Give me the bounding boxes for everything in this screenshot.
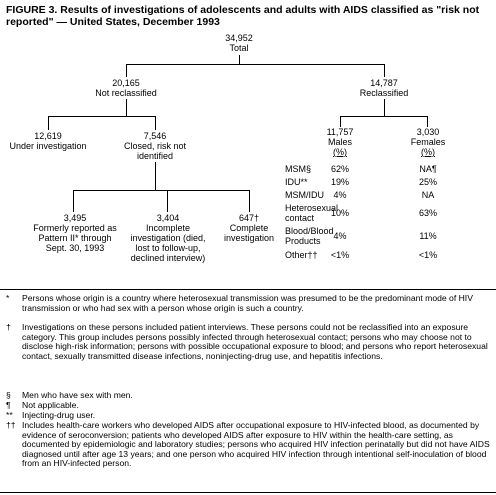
node-pattern-ii-value: 3,495 — [63, 213, 87, 223]
footnote-mark: * — [6, 293, 10, 303]
figure-title: FIGURE 3. Results of investigations of adolescents and adults with AIDS classified as "risk not reported" — United States, December 1993 — [6, 4, 480, 28]
row-males-value: 10% — [330, 208, 349, 218]
row-males-value: 62% — [330, 164, 349, 174]
footnote-mark: † — [6, 322, 11, 332]
footnote-text: Men who have sex with men. — [22, 390, 133, 400]
connector-line — [48, 116, 156, 117]
connector-line — [155, 162, 156, 190]
row-label: MSM§ — [285, 164, 312, 174]
node-not-reclassified-value: 20,165 — [112, 78, 140, 88]
node-reclassified-value: 14,787 — [370, 78, 398, 88]
node-complete-label: Complete investigation — [223, 223, 275, 243]
females-count: 3,030 — [416, 127, 440, 137]
row-label: Other†† — [285, 250, 318, 260]
connector-line — [73, 190, 74, 212]
females-unit: (%) — [421, 147, 435, 157]
row-females-value: 11% — [419, 231, 437, 241]
connector-line — [73, 190, 250, 191]
table-column-males — [318, 127, 362, 157]
node-incomplete — [126, 213, 210, 263]
node-closed-value: 7,546 — [143, 131, 167, 141]
footnote-text: Not applicable. — [22, 400, 79, 410]
footnote — [6, 421, 490, 469]
connector-line — [340, 116, 428, 117]
connector-line — [126, 64, 385, 65]
node-pattern-ii-label: Formerly reported as Pattern II* through Sept. 30, 1993 — [33, 223, 117, 253]
row-females-value: <1% — [418, 250, 438, 260]
node-total-value: 34,952 — [225, 33, 253, 43]
row-label: Heterosexual contact — [285, 203, 339, 223]
row-females-value: NA¶ — [419, 164, 437, 174]
footnote — [6, 323, 490, 361]
node-incomplete-value: 3,404 — [156, 213, 180, 223]
connector-line — [126, 99, 127, 116]
connector-line — [167, 190, 168, 212]
node-reclassified — [336, 78, 432, 98]
footnote-mark: ** — [6, 410, 13, 420]
connector-line — [249, 190, 250, 212]
footnote-text: Includes health-care workers who developed AIDS after occupational exposure to HIV-infected blood, as documented by evidence of seroconversion; patients who developed AIDS after exposure to HIV within the health-care setting, as documented by epidemiologic and laboratory studies; persons who acquired HIV infection perinatally but did not have AIDS diagnosed until after age 13 years; and one person who acquired HIV infection through intentional self-inoculation of blood from an HIV-infected person. — [22, 420, 490, 469]
row-males-value: <1% — [330, 250, 350, 260]
footnote-mark: †† — [6, 420, 16, 430]
node-reclassified-label: Reclassified — [359, 88, 409, 98]
node-closed — [110, 131, 200, 161]
row-females-value: NA — [421, 190, 435, 200]
footnote-mark: ¶ — [6, 400, 11, 410]
node-not-reclassified-label: Not reclassified — [95, 88, 157, 98]
node-not-reclassified — [76, 78, 176, 98]
row-females-value: 25% — [418, 177, 437, 187]
node-incomplete-label: Incomplete investigation (died, lost to follow-up, declined interview) — [130, 223, 206, 263]
connector-line — [384, 64, 385, 77]
connector-line — [48, 116, 49, 130]
connector-line — [427, 116, 428, 127]
divider — [0, 492, 496, 493]
connector-line — [384, 99, 385, 116]
males-header: Males — [327, 137, 352, 147]
footnote-text: Injecting-drug user. — [22, 410, 96, 420]
node-complete — [214, 213, 284, 243]
footnote — [6, 294, 490, 313]
row-label: Blood/Blood Products — [285, 226, 334, 246]
node-under-investigation — [8, 131, 88, 151]
connector-line — [340, 116, 341, 127]
females-header: Females — [410, 137, 446, 147]
row-females-value: 63% — [418, 208, 437, 218]
row-males-value: 19% — [330, 177, 349, 187]
node-total-label: Total — [229, 43, 249, 53]
footnote-mark: § — [6, 390, 11, 400]
row-label: MSM/IDU — [285, 190, 324, 200]
row-males-value: 4% — [333, 190, 347, 200]
connector-line — [126, 64, 127, 77]
footnote-text: Persons whose origin is a country where heterosexual transmission was presumed to be the predominant mode of HIV transmission or who had sex with a person whose origin is such a country. — [22, 293, 473, 313]
node-under-investigation-label: Under investigation — [9, 141, 87, 151]
footnote-text: Investigations on these persons included patient interviews. These persons could not be reclassified into an exposure category. This group includes persons possibly infected through heterosexual contact; persons who may choose not to disclose high-risk information; persons with possible occupational exposure to blood; and persons who report heterosexual contact, sexually transmitted disease infections, noninjecting-drug use, and hepatitis infections. — [22, 322, 488, 361]
node-under-investigation-value: 12,619 — [34, 131, 62, 141]
connector-line — [155, 116, 156, 130]
node-total — [200, 33, 278, 53]
males-unit: (%) — [333, 147, 347, 157]
divider — [0, 289, 496, 290]
males-count: 11,757 — [326, 127, 354, 137]
node-closed-label: Closed, risk not identified — [123, 141, 187, 161]
node-complete-value: 647† — [238, 213, 260, 223]
node-pattern-ii — [30, 213, 120, 253]
table-column-females — [402, 127, 454, 157]
row-label: IDU** — [285, 177, 308, 187]
row-males-value: 4% — [333, 231, 347, 241]
